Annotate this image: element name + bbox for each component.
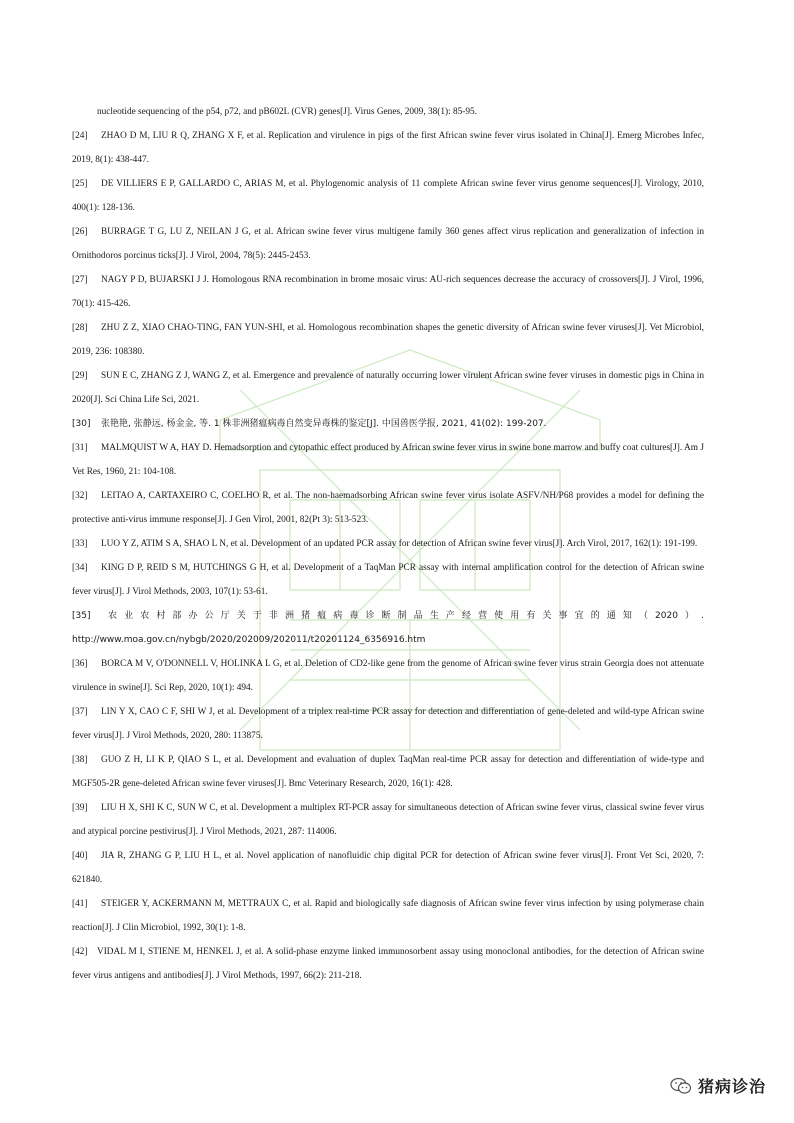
reference-text: 农业农村部办公厅关于非洲猪瘟病毒诊断制品生产经营使用有关事宜的通知（2020）. http://www.moa.gov.cn/nybgb/2020/202009/202011/t20201124_6356916.htm xyxy=(72,611,704,645)
wechat-icon xyxy=(670,1077,692,1095)
reference-item xyxy=(72,556,704,604)
reference-item xyxy=(72,172,704,220)
reference-text: ZHAO D M, LIU R Q, ZHANG X F, et al. Replication and virulence in pigs of the first African swine fever virus isolated in China[J]. Emerg Microbes Infec, 2019, 8(1): 438-447. xyxy=(72,131,704,165)
reference-number: [29] xyxy=(72,371,88,381)
reference-item xyxy=(72,316,704,364)
reference-text: JIA R, ZHANG G P, LIU H L, et al. Novel application of nanofluidic chip digital PCR for detection of African swine fever virus[J]. Front Vet Sci, 2020, 7: 621840. xyxy=(72,851,704,885)
reference-number: [35] xyxy=(72,611,91,621)
reference-text: LUO Y Z, ATIM S A, SHAO L N, et al. Development of an updated PCR assay for detection of African swine fever virus[J]. Arch Virol, 2017, 162(1): 191-199. xyxy=(101,539,698,549)
reference-item xyxy=(72,100,704,124)
reference-item xyxy=(72,892,704,940)
reference-item xyxy=(72,412,704,436)
reference-item xyxy=(72,796,704,844)
reference-number: [34] xyxy=(72,563,88,573)
reference-item xyxy=(72,940,704,988)
reference-text: LEITAO A, CARTAXEIRO C, COELHO R, et al. The non-haemadsorbing African swine fever virus isolate ASFV/NH/P68 provides a model for defining the protective anti-virus immune response[J]. J Gen Virol, 2001, 82(Pt 3): 513-523. xyxy=(72,491,704,525)
reference-text: MALMQUIST W A, HAY D. Hemadsorption and cytopathic effect produced by African swine fever virus in swine bone marrow and buffy coat cultures[J]. Am J Vet Res, 1960, 21: 104-108. xyxy=(72,443,704,477)
reference-number: [40] xyxy=(72,851,88,861)
reference-item xyxy=(72,268,704,316)
reference-number: [37] xyxy=(72,707,88,717)
reference-list xyxy=(72,100,704,988)
reference-item xyxy=(72,220,704,268)
reference-text: NAGY P D, BUJARSKI J J. Homologous RNA recombination in brome mosaic virus: AU-rich sequences decrease the accuracy of crossovers[J]. J Virol, 1996, 70(1): 415-426. xyxy=(72,275,704,309)
reference-number: [31] xyxy=(72,443,88,453)
reference-number: [28] xyxy=(72,323,88,333)
reference-text: BURRAGE T G, LU Z, NEILAN J G, et al. African swine fever virus multigene family 360 genes affect virus replication and generalization of infection in Ornithodoros porcinus ticks[J]. J Virol, 2004, 78(5): 2445-2453. xyxy=(72,227,704,261)
reference-text: nucleotide sequencing of the p54, p72, and pB602L (CVR) genes[J]. Virus Genes, 2009, 38(1): 85-95. xyxy=(97,107,478,117)
reference-text: GUO Z H, LI K P, QIAO S L, et al. Development and evaluation of duplex TaqMan real-time PCR assay for detection and differentiation of wide-type and MGF505-2R gene-deleted African swine fever viruses[J]. Bmc Veterinary Research, 2020, 16(1): 428. xyxy=(72,755,704,789)
reference-text: VIDAL M I, STIENE M, HENKEL J, et al. A solid-phase enzyme linked immunosorbent assay using monoclonal antibodies, for the detection of African swine fever virus antigens and antibodies[J]. J Virol Methods, 1997, 66(2): 211-218. xyxy=(72,947,704,981)
reference-text: SUN E C, ZHANG Z J, WANG Z, et al. Emergence and prevalence of naturally occurring lower virulent African swine fever viruses in domestic pigs in China in 2020[J]. Sci China Life Sci, 2021. xyxy=(72,371,704,405)
reference-text: DE VILLIERS E P, GALLARDO C, ARIAS M, et al. Phylogenomic analysis of 11 complete African swine fever virus genome sequences[J]. Virology, 2010, 400(1): 128-136. xyxy=(72,179,704,213)
footer-brand-text: 猪病诊治 xyxy=(697,1077,766,1096)
reference-text: 张艳艳, 张静远, 杨金金, 等. 1 株非洲猪瘟病毒自然变异毒株的鉴定[J]. 中国兽医学报, 2021, 41(02): 199-207. xyxy=(101,419,547,429)
reference-text: LIN Y X, CAO C F, SHI W J, et al. Development of a triplex real-time PCR assay for detection and differentiation of gene-deleted and wild-type African swine fever virus[J]. J Virol Methods, 2020, 280: 113875. xyxy=(72,707,704,741)
reference-item xyxy=(72,532,704,556)
reference-number: [24] xyxy=(72,131,88,141)
reference-number: [26] xyxy=(72,227,88,237)
reference-number: [27] xyxy=(72,275,88,285)
reference-text: BORCA M V, O'DONNELL V, HOLINKA L G, et al. Deletion of CD2-like gene from the genome of African swine fever virus strain Georgia does not attenuate virulence in swine[J]. Sci Rep, 2020, 10(1): 494. xyxy=(72,659,704,693)
reference-item xyxy=(72,364,704,412)
footer-logo xyxy=(670,1074,766,1097)
reference-text: ZHU Z Z, XIAO CHAO-TING, FAN YUN-SHI, et al. Homologous recombination shapes the genetic diversity of African swine fever viruses[J]. Vet Microbiol, 2019, 236: 108380. xyxy=(72,323,704,357)
reference-text: STEIGER Y, ACKERMANN M, METTRAUX C, et al. Rapid and biologically safe diagnosis of African swine fever virus infection by using polymerase chain reaction[J]. J Clin Microbiol, 1992, 30(1): 1-8. xyxy=(72,899,704,933)
reference-item xyxy=(72,748,704,796)
reference-text: KING D P, REID S M, HUTCHINGS G H, et al. Development of a TaqMan PCR assay with internal amplification control for the detection of African swine fever virus[J]. J Virol Methods, 2003, 107(1): 53-61. xyxy=(72,563,704,597)
reference-item xyxy=(72,652,704,700)
reference-number: [30] xyxy=(72,419,91,429)
reference-number: [42] xyxy=(72,947,88,957)
reference-number: [36] xyxy=(72,659,88,669)
reference-item xyxy=(72,700,704,748)
reference-number: [41] xyxy=(72,899,88,909)
reference-number: [33] xyxy=(72,539,88,549)
reference-item xyxy=(72,436,704,484)
reference-text: LIU H X, SHI K C, SUN W C, et al. Development a multiplex RT-PCR assay for simultaneous detection of African swine fever virus, classical swine fever virus and atypical porcine pestivirus[J]. J Virol Methods, 2021, 287: 114006. xyxy=(72,803,704,837)
reference-item xyxy=(72,844,704,892)
reference-number: [25] xyxy=(72,179,88,189)
reference-item xyxy=(72,604,704,652)
reference-item xyxy=(72,484,704,532)
reference-item xyxy=(72,124,704,172)
reference-number: [39] xyxy=(72,803,88,813)
reference-number: [32] xyxy=(72,491,88,501)
reference-number: [38] xyxy=(72,755,88,765)
